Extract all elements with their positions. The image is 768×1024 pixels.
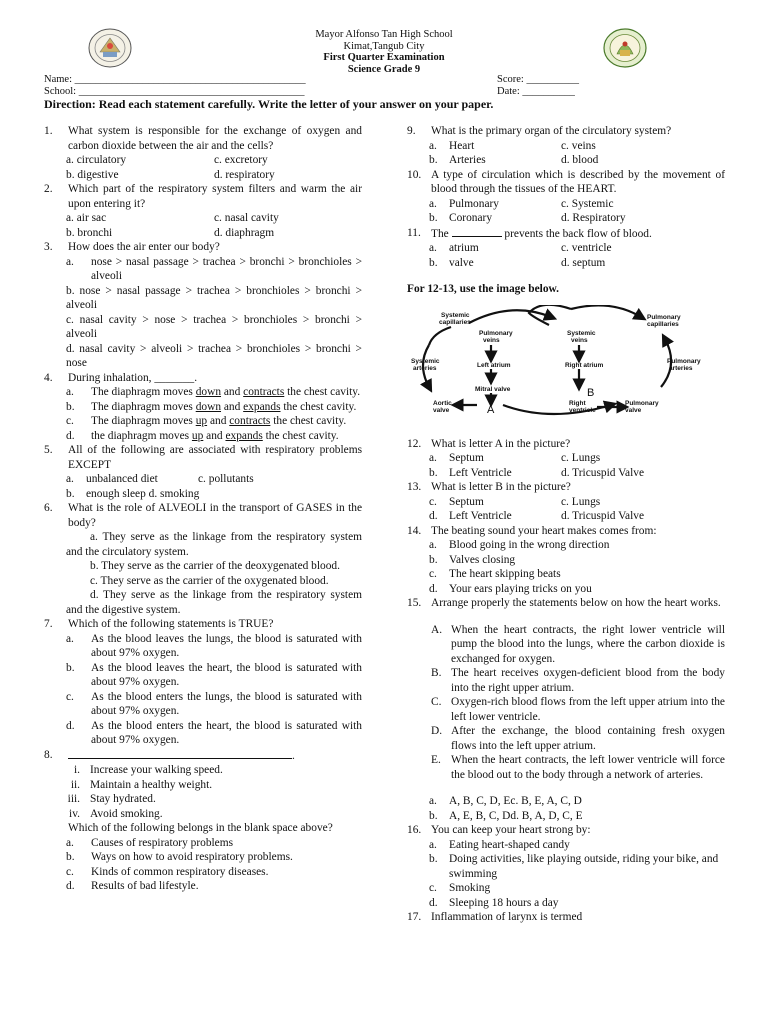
section-heading: For 12-13, use the image below. bbox=[407, 283, 559, 295]
right-column bbox=[407, 124, 725, 925]
school-location: Kimat,Tangub City bbox=[343, 40, 425, 52]
arrow-arc-top-left bbox=[469, 310, 551, 323]
option[interactable]: Arteries bbox=[449, 154, 486, 166]
name-field[interactable]: Name: ____________________________________________ bbox=[44, 74, 306, 85]
letter-a-marker: A bbox=[487, 403, 495, 416]
question-8: 8. . bbox=[44, 748, 362, 764]
option[interactable]: d. Results of bad lifestyle. bbox=[66, 880, 199, 892]
exam-subject: Science Grade 9 bbox=[347, 63, 421, 75]
label-pulmonary-capillaries: capillaries bbox=[647, 320, 679, 328]
question-stem: . bbox=[68, 748, 362, 764]
option[interactable]: a. air sac bbox=[66, 212, 107, 224]
option[interactable]: a. The diaphragm moves down and contracts the chest cavity. bbox=[66, 386, 361, 398]
option[interactable]: c. nasal cavity bbox=[214, 212, 279, 224]
option[interactable]: Pulmonary bbox=[449, 197, 499, 210]
label-systemic-capillaries: Systemic bbox=[441, 311, 470, 319]
question-stem: How does the air enter our body? bbox=[68, 241, 220, 253]
label-left-atrium: Left atrium bbox=[477, 361, 511, 369]
option[interactable]: d. septum bbox=[561, 256, 606, 269]
question-stem: What is the role of ALVEOLI in the transport of GASES in the body? bbox=[68, 502, 362, 529]
question-5-options: a. unbalanced diet c. pollutants bbox=[44, 472, 362, 487]
option[interactable]: d. diaphragm bbox=[214, 226, 275, 239]
option[interactable]: a. A, B, C, D, Ec. B, E, A, C, D bbox=[429, 795, 582, 807]
label-right-ventricle: ventricle bbox=[569, 406, 596, 414]
question-5-options: b. enough sleep d. smoking bbox=[44, 487, 362, 502]
option[interactable]: b. bronchi bbox=[66, 226, 113, 239]
option[interactable]: c. The diaphragm moves up and contracts the chest cavity. bbox=[66, 415, 347, 427]
question-17: 17. Inflammation of larynx is termed bbox=[407, 910, 725, 925]
option[interactable]: c. excretory bbox=[214, 154, 268, 166]
label-aortic-valve: valve bbox=[433, 406, 450, 414]
answer-blank[interactable] bbox=[68, 748, 292, 759]
arrange-statement: C. Oxygen-rich blood flows from the left upper atrium into the left lower ventricle. bbox=[431, 696, 725, 723]
question-11: 11. The prevents the back flow of blood. bbox=[407, 226, 725, 242]
question-1-options bbox=[44, 153, 362, 182]
option[interactable]: atrium bbox=[449, 242, 479, 254]
option[interactable]: d. Respiratory bbox=[561, 212, 626, 224]
label-systemic-veins: Systemic bbox=[567, 329, 596, 337]
question-stem: All of the following are associated with respiratory problems EXCEPT bbox=[68, 444, 362, 471]
option[interactable]: Septum bbox=[449, 495, 484, 508]
question-3: 3. How does the air enter our body? bbox=[44, 240, 362, 255]
school-field[interactable]: School: ___________________________________________ bbox=[44, 86, 305, 97]
option[interactable]: b. nose > nasal passage > trachea > bronchioles > bronchi > alveoli bbox=[66, 284, 362, 311]
score-field[interactable]: Score: __________ bbox=[497, 74, 579, 85]
arrange-statement: E. When the heart contracts, the left lower ventricle will force the blood out to the body through a network of arteries. bbox=[431, 754, 725, 781]
option[interactable]: c. pollutants bbox=[198, 473, 254, 485]
option[interactable]: Septum bbox=[449, 452, 484, 464]
option[interactable]: valve bbox=[449, 256, 474, 269]
question-stem: Inflammation of larynx is termed bbox=[431, 911, 583, 923]
date-field[interactable]: Date: __________ bbox=[497, 86, 575, 97]
option[interactable]: b. Doing activities, like playing outside, riding your bike, and swimming bbox=[429, 853, 719, 880]
option[interactable]: d. nasal cavity > alveoli > trachea > bronchioles > bronchi > nose bbox=[66, 342, 362, 369]
question-stem: You can keep your heart strong by: bbox=[431, 824, 591, 836]
option[interactable]: b. As the blood leaves the heart, the blood is saturated with about 97% oxygen. bbox=[66, 661, 362, 688]
option[interactable]: a. nose > nasal passage > trachea > bronchi > bronchioles > alveoli bbox=[66, 255, 362, 282]
question-stem: The beating sound your heart makes comes from: bbox=[431, 524, 657, 537]
option[interactable]: enough sleep d. smoking bbox=[86, 487, 200, 500]
option[interactable]: unbalanced diet bbox=[86, 473, 158, 485]
label-pulmonary-valve: Pulmonary bbox=[625, 399, 659, 407]
question-10: 10. A type of circulation which is described by the movement of blood through the tissues of the HEART. bbox=[407, 168, 725, 195]
question-9-options: a. Heart c. veins b. Arteries d. blood bbox=[407, 139, 725, 168]
list-item: ii. Maintain a healthy weight. bbox=[70, 778, 213, 791]
label-right-ventricle: Right bbox=[569, 399, 586, 407]
option[interactable]: a. circulatory bbox=[66, 154, 127, 166]
question-7: 7. Which of the following statements is TRUE? bbox=[44, 617, 362, 632]
answer-blank[interactable] bbox=[452, 226, 502, 237]
option[interactable]: c. The heart skipping beats bbox=[429, 568, 561, 580]
option[interactable]: a. Causes of respiratory problems bbox=[66, 836, 234, 849]
option[interactable]: c. As the blood enters the lungs, the blood is saturated with about 97% oxygen. bbox=[66, 690, 362, 717]
option[interactable]: Left Ventricle bbox=[449, 466, 512, 479]
option[interactable]: b. Valves closing bbox=[429, 553, 516, 566]
left-column bbox=[44, 124, 362, 894]
option[interactable]: Coronary bbox=[449, 212, 493, 224]
option[interactable]: c. They serve as the carrier of the oxygenated blood. bbox=[90, 574, 329, 587]
option[interactable]: c. veins bbox=[561, 139, 596, 152]
option[interactable]: c. Systemic bbox=[561, 197, 614, 210]
circulation-diagram bbox=[411, 305, 711, 423]
arrange-statement: B. The heart receives oxygen-deficient blood from the body into the right upper atrium. bbox=[431, 667, 725, 694]
question-1: 1. What system is responsible for the exchange of oxygen and carbon dioxide between the air and the cells? bbox=[44, 125, 362, 152]
label-aortic-valve: Aortic bbox=[433, 399, 452, 407]
question-stem: What is the primary organ of the circulatory system? bbox=[431, 125, 672, 137]
question-14: 14. The beating sound your heart makes comes from: bbox=[407, 524, 725, 539]
option[interactable]: b. They serve as the carrier of the deoxygenated blood. bbox=[90, 560, 340, 572]
question-13-options: c. Septum c. Lungs d. Left Ventricle d. Tricuspid Valve bbox=[407, 495, 725, 524]
option[interactable]: d. respiratory bbox=[214, 168, 275, 181]
question-2: 2. Which part of the respiratory system filters and warm the air upon entering it? bbox=[44, 183, 362, 210]
question-stem: What is letter B in the picture? bbox=[431, 481, 571, 493]
option[interactable]: a. Eating heart-shaped candy bbox=[429, 838, 570, 851]
option[interactable]: d. blood bbox=[561, 154, 599, 166]
question-12: 12. What is letter A in the picture? bbox=[407, 437, 725, 452]
label-systemic-capillaries: capillaries bbox=[439, 318, 471, 326]
option[interactable]: Left Ventricle bbox=[449, 510, 512, 522]
option[interactable]: c. Lungs bbox=[561, 495, 601, 508]
label-pulmonary-valve: valve bbox=[625, 406, 642, 414]
question-stem: Arrange properly the statements below on how the heart works. bbox=[431, 597, 721, 609]
option[interactable]: d. the diaphragm moves up and expands the chest cavity. bbox=[66, 429, 339, 442]
question-stem: Which of the following statements is TRUE? bbox=[68, 618, 274, 630]
arrange-statement: D. After the exchange, the blood containing fresh oxygen flows into the left upper atrium. bbox=[431, 725, 725, 752]
label-pulmonary-veins: veins bbox=[483, 336, 500, 344]
question-16: 16. You can keep your heart strong by: bbox=[407, 823, 725, 838]
directions: Direction: Read each statement carefully. Write the letter of your answer on your paper. bbox=[44, 97, 494, 111]
letter-b-marker: B bbox=[587, 386, 595, 399]
option[interactable]: d. Tricuspid Valve bbox=[561, 466, 645, 479]
label-systemic-arteries: Systemic bbox=[411, 357, 440, 365]
option[interactable]: d. As the blood enters the heart, the blood is saturated with about 97% oxygen. bbox=[66, 719, 362, 746]
question-5: 5. All of the following are associated with respiratory problems EXCEPT bbox=[44, 444, 362, 471]
list-item: iii. Stay hydrated. bbox=[67, 793, 156, 805]
question-stem: Which part of the respiratory system filters and warm the air upon entering it? bbox=[68, 183, 362, 210]
option[interactable]: c. ventricle bbox=[561, 242, 612, 254]
question-13: 13. What is letter B in the picture? bbox=[407, 480, 725, 495]
label-right-atrium: Right atrium bbox=[565, 361, 604, 369]
option[interactable]: a. They serve as the linkage from the respiratory system and the circulatory system. bbox=[66, 531, 362, 558]
question-9: 9. What is the primary organ of the circulatory system? bbox=[407, 124, 725, 139]
question-11-options: a. atrium c. ventricle b. valve d. septum bbox=[407, 241, 725, 270]
label-pulmonary-arteries: Pulmonary bbox=[667, 357, 701, 365]
option[interactable]: b. The diaphragm moves down and expands the chest cavity. bbox=[66, 400, 357, 413]
option[interactable]: c. Kinds of common respiratory diseases. bbox=[66, 865, 269, 878]
list-item: iv. Avoid smoking. bbox=[69, 807, 163, 820]
arrow-arc-left-top bbox=[429, 327, 451, 345]
question-15: 15. Arrange properly the statements below on how the heart works. bbox=[407, 596, 725, 611]
question-stem: What is letter A in the picture? bbox=[431, 437, 571, 450]
label-pulmonary-capillaries: Pulmonary bbox=[647, 313, 681, 321]
question-stem: Which of the following belongs in the blank space above? bbox=[68, 822, 333, 834]
label-systemic-veins: veins bbox=[571, 336, 588, 344]
option[interactable]: b. Ways on how to avoid respiratory problems. bbox=[66, 851, 293, 863]
question-stem: During inhalation, _______. bbox=[68, 371, 198, 384]
label-pulmonary-veins: Pulmonary bbox=[479, 329, 513, 337]
option[interactable]: d. Sleeping 18 hours a day bbox=[429, 896, 559, 909]
arrow-arc-top-right bbox=[571, 305, 641, 317]
list-item: i. Increase your walking speed. bbox=[73, 764, 223, 776]
option[interactable]: a. As the blood leaves the lungs, the blood is saturated with about 97% oxygen. bbox=[66, 632, 362, 659]
option[interactable]: c. nasal cavity > nose > trachea > bronchioles > bronchi > alveoli bbox=[66, 313, 362, 340]
question-stem: A type of circulation which is described by the movement of blood through the tissues of the HEART. bbox=[431, 168, 725, 195]
option[interactable]: c. Lungs bbox=[561, 452, 601, 464]
option[interactable]: a. Blood going in the wrong direction bbox=[429, 539, 610, 551]
option[interactable]: d. Tricuspid Valve bbox=[561, 510, 645, 522]
question-stem: The prevents the back flow of blood. bbox=[431, 227, 652, 240]
option[interactable]: b. A, E, B, C, Dd. B, A, D, C, E bbox=[429, 809, 583, 822]
question-10-options: a. Pulmonary c. Systemic b. Coronary d. Respiratory bbox=[407, 197, 725, 226]
label-systemic-arteries: arteries bbox=[413, 364, 437, 372]
question-stem: What system is responsible for the exchange of oxygen and carbon dioxide between the air and the cells? bbox=[68, 125, 362, 152]
option[interactable]: Heart bbox=[449, 139, 475, 152]
option[interactable]: c. Smoking bbox=[429, 882, 491, 894]
question-12-options: a. Septum c. Lungs b. Left Ventricle d. Tricuspid Valve bbox=[407, 451, 725, 480]
option[interactable]: d. Your ears playing tricks on you bbox=[429, 582, 592, 595]
option[interactable]: d. They serve as the linkage from the respiratory system and the digestive system. bbox=[66, 589, 362, 616]
arrange-statement: A. When the heart contracts, the right lower ventricle will pump the blood into the lungs, where the carbon dioxide is exchanged for oxygen. bbox=[431, 623, 725, 665]
exam-title: First Quarter Examination bbox=[323, 52, 445, 63]
school-name: Mayor Alfonso Tan High School bbox=[315, 29, 453, 40]
question-4: 4. During inhalation, _______. bbox=[44, 371, 362, 386]
option[interactable]: b. digestive bbox=[66, 168, 119, 181]
question-6: 6. What is the role of ALVEOLI in the transport of GASES in the body? bbox=[44, 502, 362, 529]
arrow-arc-top-center bbox=[529, 305, 571, 325]
question-2-options bbox=[44, 211, 362, 240]
label-mitral-valve: Mitral valve bbox=[475, 385, 511, 393]
label-pulmonary-arteries: arteries bbox=[669, 364, 693, 372]
